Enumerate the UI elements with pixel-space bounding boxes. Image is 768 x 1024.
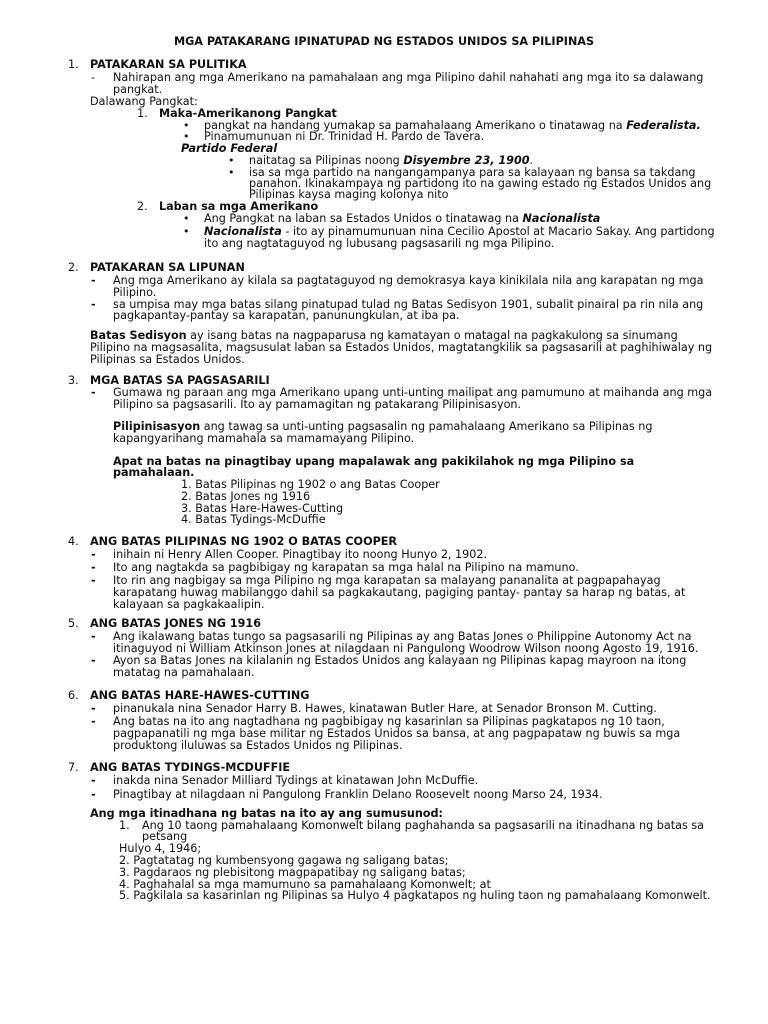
- s6-dash-2-line: produktong iluluwas sa Estados Unidos ng Pilipinas.: [113, 739, 403, 752]
- s4-dash-3-line: Ito rin ang nagbigay sa mga Pilipino ng mga karapatan sa malayang pananalita at pagpapahayag: [113, 574, 661, 587]
- s2-dash-2-line: sa umpisa may mga batas silang pinatupad tulad ng Batas Sedisyon 1901, subalit pinairal pa rin nila ang: [113, 298, 704, 311]
- s6-dash-1: pinanukala nina Senador Harry B. Hawes, kinatawan Butler Hare, at Senador Bronson M. Cutting.: [113, 702, 657, 715]
- section-6-heading: ANG BATAS HARE-HAWES-CUTTING: [90, 689, 310, 702]
- dash-marker: -: [91, 654, 96, 667]
- s1-pf-bullet-2-line: Pilipinas kaysa maging kolonya nito: [249, 188, 449, 201]
- dash-marker: -: [91, 561, 96, 574]
- term-span: Pilipinisasyon: [113, 420, 201, 433]
- text-span: - ito ay pinamumunuan nina Cecilio Apostol at Macario Sakay. Ang partidong: [281, 225, 715, 238]
- text-span: pangkat na handang yumakap sa pamahalaang Amerikano o tinatawag na: [204, 119, 627, 132]
- s3-dash-1-line: Gumawa ng paraan ang mga Amerikano upang unti-unting mailipat ang pamumuno at maihanda ang mga: [113, 386, 713, 399]
- bullet-marker: •: [183, 225, 190, 238]
- s1-dalawang-label: Dalawang Pangkat:: [90, 95, 198, 108]
- s3-law-item: 3. Batas Hare-Hawes-Cutting: [181, 502, 344, 515]
- s2-sedisyon-line: Pilipinas sa Estados Unidos.: [90, 353, 245, 366]
- text-span: naitatag sa Pilipinas noong: [249, 154, 404, 167]
- s2-dash-1-line: Pilipino.: [113, 286, 157, 299]
- s7-item: 3. Pagdaraos ng plebisitong magpapatibay ng saligang batas;: [119, 866, 466, 879]
- s5-dash-1-line: Ang ikalawang batas tungo sa pagsasarili ng Pilipinas ay ang Batas Jones o Philippine Autonomy Act na: [113, 630, 692, 643]
- section-2-heading: PATAKARAN SA LIPUNAN: [90, 261, 245, 274]
- s4-dash-2: Ito ang nagtakda sa pagbibigay ng karapatan sa mga halal na Pilipino na mamuno.: [113, 561, 579, 574]
- section-5-heading: ANG BATAS JONES NG 1916: [90, 617, 261, 630]
- s1-group-1-title: Maka-Amerikanong Pangkat: [159, 107, 337, 120]
- bullet-marker: •: [183, 119, 190, 132]
- dash-marker: -: [91, 71, 96, 84]
- dash-marker: -: [91, 630, 96, 643]
- s5-dash-1-line: itinaguyod ni William Atkinson Jones at nilagdaan ni Pangulong Woodrow Wilson noong Agosto 19, 1916.: [113, 642, 699, 655]
- s2-dash-1-line: Ang mga Amerikano ay kilala sa pagtataguyod ng demokrasya kaya kinikilala nila ang karapatan ng mga: [113, 274, 704, 287]
- bullet-marker: •: [183, 212, 190, 225]
- s6-dash-2-line: Ang batas na ito ang nagtadhana ng pagbibigay ng kasarinlan sa Pilipinas pagkatapos ng 10 taon,: [113, 715, 665, 728]
- text-span: ay isang batas na nagpaparusa ng kamatayan o matagal na pagkakulong sa sinumang: [186, 329, 678, 342]
- dash-marker: -: [91, 715, 96, 728]
- s7-dash-2: Pinagtibay at nilagdaan ni Pangulong Franklin Delano Roosevelt noong Marso 24, 1934.: [113, 788, 603, 801]
- s7-item: 2. Pagtatatag ng kumbensyong gagawa ng saligang batas;: [119, 854, 449, 867]
- emphasis-span: Nacionalista: [204, 225, 282, 238]
- dash-marker: -: [91, 548, 96, 561]
- s5-dash-2-line: Ayon sa Batas Jones na kilalanin ng Estados Unidos ang kalayaan ng Pilipinas kapag mayroon na itong: [113, 654, 687, 667]
- section-3-heading: MGA BATAS SA PAGSASARILI: [90, 374, 270, 387]
- dash-marker: -: [91, 386, 96, 399]
- s1-g2-bullet-1: [204, 213, 600, 226]
- section-7-number: 7.: [68, 761, 79, 774]
- s1-pf-bullet-2-line: panahon. Ikinakampaya ng partidong ito na gawing estado ng Estados Unidos ang: [249, 177, 712, 190]
- s3-law-item: 2. Batas Jones ng 1916: [181, 490, 311, 503]
- section-4-heading: ANG BATAS PILIPINAS NG 1902 O BATAS COOPER: [90, 535, 398, 548]
- s5-dash-2-line: matatag na pamahalaan.: [113, 666, 255, 679]
- emphasis-span: Federalista.: [626, 119, 701, 132]
- s4-dash-3-line: kalayaan sa pagkakaalipin.: [113, 598, 265, 611]
- s3-law-item: 4. Batas Tydings-McDuffie: [181, 513, 326, 526]
- s7-item-1-line: Hulyo 4, 1946;: [119, 842, 202, 855]
- emphasis-span: Nacionalista: [522, 212, 601, 225]
- s4-dash-3-line: karapatang huwag mabilanggo dahil sa pagkakautang, pagiging pantay- pantay sa harap ng batas, at: [113, 586, 686, 599]
- text-span: ang tawag sa unti-unting pagsasalin ng pamahalaang Amerikano sa Pilipinas ng: [200, 420, 653, 433]
- dash-marker: -: [91, 274, 96, 287]
- s1-intro-line: pangkat.: [113, 83, 163, 96]
- dash-marker: -: [91, 702, 96, 715]
- s3-dash-1-line: Pilipino sa pagsasarili. Ito ay pamamagitan ng patakarang Pilipinisasyon.: [113, 398, 522, 411]
- term-span: Batas Sedisyon: [90, 329, 187, 342]
- s1-g2-bullet-2-line: ito ang nagtataguyod ng lubusang pagsasarili ng mga Pilipino.: [204, 237, 555, 250]
- section-4-number: 4.: [68, 535, 79, 548]
- s7-item-1-number: 1.: [119, 819, 130, 832]
- text-span: Ang Pangkat na laban sa Estados Unidos o tinatawag na: [204, 212, 523, 225]
- page-title: MGA PATAKARANG IPINATUPAD NG ESTADOS UNIDOS SA PILIPINAS: [173, 35, 595, 48]
- bullet-marker: •: [183, 130, 190, 143]
- s1-group-2-title: Laban sa mga Amerikano: [159, 200, 319, 213]
- s1-intro-line: Nahirapan ang mga Amerikano na pamahalaan ang mga Pilipino dahil nahahati ang mga ito sa dalawang: [113, 71, 704, 84]
- s3-apat-heading: pamahalaan.: [113, 466, 195, 479]
- s1-partido-federal-label: Partido Federal: [181, 142, 278, 155]
- s3-law-item: 1. Batas Pilipinas ng 1902 o ang Batas Cooper: [181, 478, 440, 491]
- text-span: .: [529, 154, 534, 167]
- s3-pilipinisasyon-line: kapangyarihang mamahala sa mamamayang Pilipino.: [113, 432, 415, 445]
- bullet-marker: •: [228, 154, 235, 167]
- section-7-heading: ANG BATAS TYDINGS-MCDUFFIE: [90, 761, 291, 774]
- s7-item-1-line: petsang: [142, 830, 188, 843]
- s3-apat-heading: Apat na batas na pinagtibay upang mapalawak ang pakikilahok ng mga Pilipino sa: [113, 455, 635, 468]
- section-1-number: 1.: [68, 58, 79, 71]
- section-5-number: 5.: [68, 617, 79, 630]
- section-6-number: 6.: [68, 689, 79, 702]
- s2-sedisyon-line: Pilipino na magsasalita, magsusulat laban sa Estados Unidos, magtatangkilik sa pagsasarili at paghihiwalay ng: [90, 341, 713, 354]
- s7-item: 5. Pagkilala sa kasarinlan ng Pilipinas sa Hulyo 4 pagkatapos ng huling taon ng pamahalaang Komonwelt.: [119, 889, 711, 902]
- emphasis-span: Disyembre 23, 1900: [403, 154, 530, 167]
- section-1-heading: PATAKARAN SA PULITIKA: [90, 58, 247, 71]
- section-3-number: 3.: [68, 374, 79, 387]
- s7-itinadhana-heading: Ang mga itinadhana ng batas na ito ay ang sumusunod:: [90, 807, 443, 820]
- s7-item-1-line: Ang 10 taong pamahalaang Komonwelt bilang paghahanda sa pagsasarili na itinadhana ng batas sa: [142, 819, 705, 832]
- bullet-marker: •: [228, 166, 235, 179]
- dash-marker: -: [91, 774, 96, 787]
- s1-group-1-number: 1.: [137, 107, 148, 120]
- s7-dash-1: inakda nina Senador Milliard Tydings at kinatawan John McDuffie.: [113, 774, 479, 787]
- section-2-number: 2.: [68, 261, 79, 274]
- s6-dash-2-line: pagpapanatili ng mga base militar ng Estados Unidos sa bansa, at ang pagpapataw ng buwis sa mga: [113, 727, 681, 740]
- s1-group-2-number: 2.: [137, 200, 148, 213]
- dash-marker: -: [91, 574, 96, 587]
- s1-pf-bullet-2-line: isa sa mga partido na nangangampanya para sa kalayaan ng bansa sa takdang: [249, 166, 696, 179]
- dash-marker: -: [91, 788, 96, 801]
- dash-marker: -: [91, 298, 96, 311]
- s4-dash-1: inihain ni Henry Allen Cooper. Pinagtibay ito noong Hunyo 2, 1902.: [113, 548, 488, 561]
- s7-item: 4. Paghahalal sa mga mamumuno sa pamahalaang Komonwelt; at: [119, 878, 491, 891]
- s2-dash-2-line: pagkapantay-pantay sa karapatan, panunungkulan, at iba pa.: [113, 309, 460, 322]
- s1-g1-bullet-2: Pinamumunuan ni Dr. Trinidad H. Pardo de Tavera.: [204, 130, 485, 143]
